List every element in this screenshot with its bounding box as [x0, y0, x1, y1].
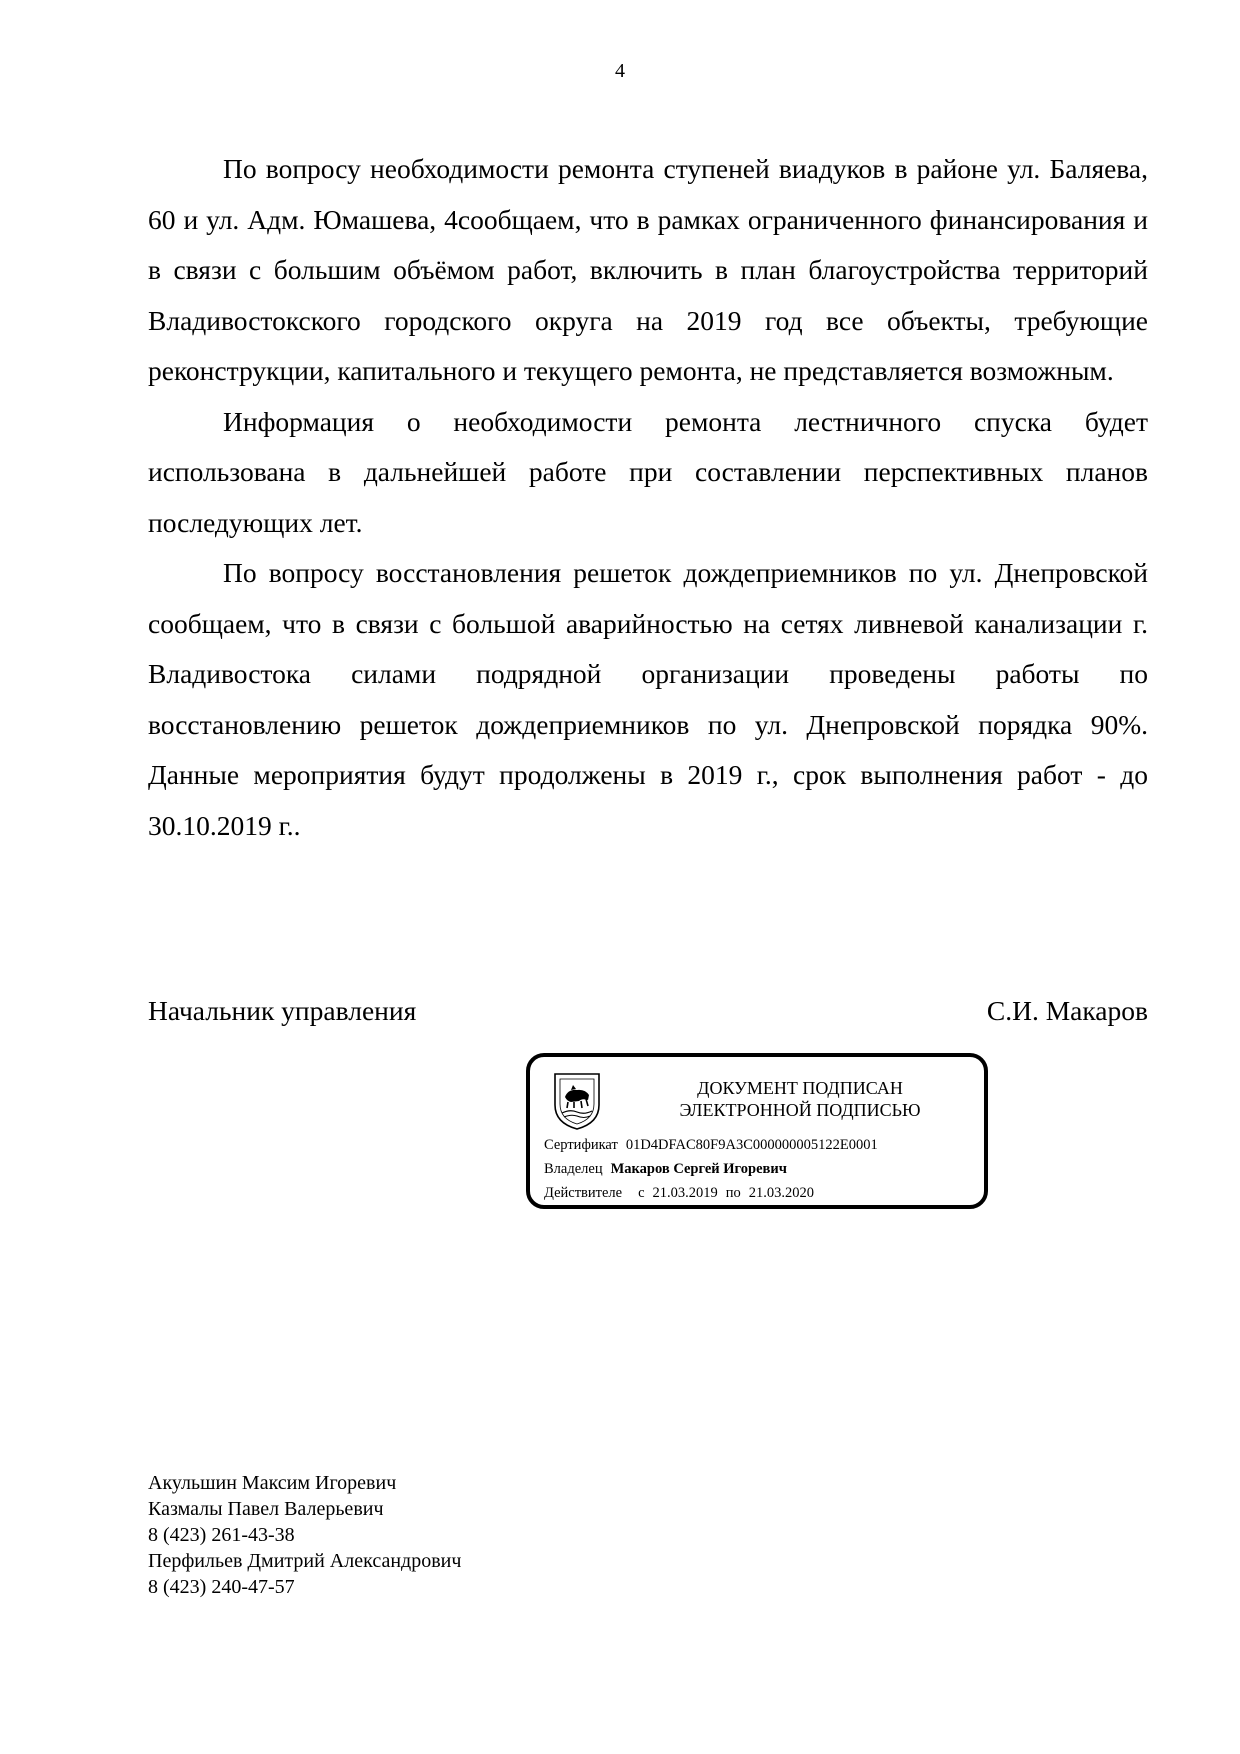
validity-to-label: по: [725, 1185, 741, 1201]
coat-of-arms-icon: [552, 1071, 602, 1131]
paragraph-stairway: Информация о необходимости ремонта лестничного спуска будет использована в дальнейшей работе при составлении перспективных планов последующих лет.: [148, 405, 1148, 538]
certificate-number: 01D4DFAC80F9A3C000000005122E0001: [625, 1137, 878, 1153]
validity-to-date: 21.03.2020: [748, 1185, 815, 1201]
owner-line: [544, 1161, 787, 1178]
contact-name: Перфильев Дмитрий Александрович: [148, 1550, 462, 1572]
letter-body: [148, 144, 1148, 851]
owner-label: Владелец: [544, 1161, 603, 1177]
validity-label: Действителе: [544, 1185, 623, 1201]
owner-name: Макаров Сергей Игоревич: [610, 1161, 787, 1177]
certificate-line: [544, 1137, 878, 1154]
validity-line: [544, 1185, 814, 1202]
paragraph-viaduct-steps: По вопросу необходимости ремонта ступеней виадуков в районе ул. Баляева, 60 и ул. Адм. Юмашева, 4сообщаем, что в рамках ограниченного финансирования и в связи с большим объёмом работ, включить в план благоустройства территорий Владивостокского городского округа на 2019 год все объекты, требующие реконструкции, капитального и текущего ремонта, не представляется возможным.: [148, 153, 1148, 386]
page-number: 4: [615, 60, 625, 82]
contacts-block: [148, 1470, 461, 1600]
certificate-label: Сертификат: [544, 1137, 618, 1153]
stamp-title-line-1: ДОКУМЕНТ ПОДПИСАН: [697, 1078, 903, 1098]
contact-name: Акульшин Максим Игоревич: [148, 1472, 397, 1494]
stamp-title-line-2: ЭЛЕКТРОННОЙ ПОДПИСЬЮ: [679, 1100, 921, 1120]
stamp-title: [625, 1077, 975, 1121]
contact-name: Казмалы Павел Валерьевич: [148, 1498, 384, 1520]
signer-position: Начальник управления: [148, 995, 417, 1026]
validity-from-date: 21.03.2019: [652, 1185, 718, 1201]
validity-from-label: с: [638, 1185, 645, 1201]
signer-name: С.И. Макаров: [986, 995, 1148, 1026]
paragraph-storm-drains: По вопросу восстановления решеток дождеприемников по ул. Днепровской сообщаем, что в связи с большой аварийностью на сетях ливневой канализации г. Владивостока силами подрядной организации проведены работы по восстановлению решеток дождеприемников по ул. Днепровской порядка 90%. Данные мероприятия будут продолжены в 2019 г., срок выполнения работ - до 30.10.2019 г..: [148, 557, 1148, 841]
electronic-signature-stamp: [526, 1053, 988, 1209]
signature-block: [148, 995, 1148, 1035]
contact-phone: 8 (423) 240-47-57: [148, 1576, 295, 1598]
contact-phone: 8 (423) 261-43-38: [148, 1524, 295, 1546]
